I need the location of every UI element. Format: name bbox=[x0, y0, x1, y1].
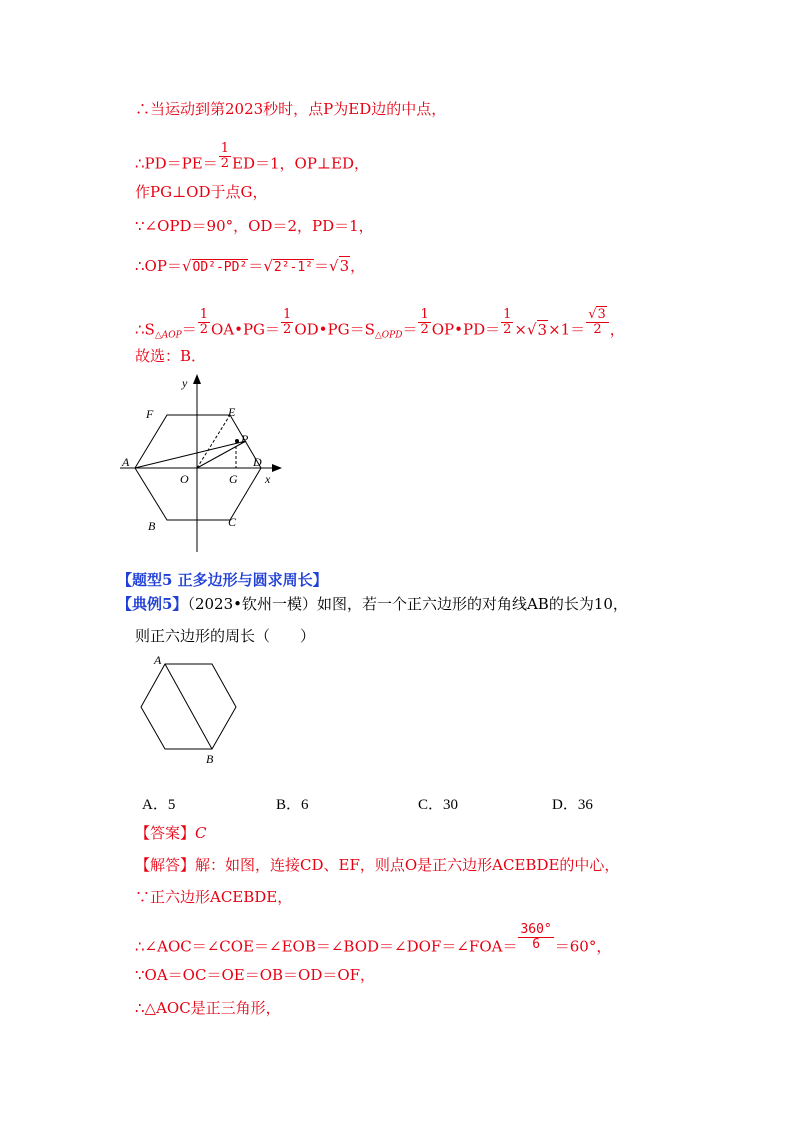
solution-line-7: 故选：B． bbox=[135, 347, 207, 365]
hexagon-diagonal-figure bbox=[130, 652, 245, 770]
solution-line-6: $\therefore S_{\triangle AOP}=$ $\frac{1}{2}$ OA•PG＝ $\frac{1}{2}$ $OD•PG=S_{\triangle OPD}=$ $\frac{1}{2}$ OP•PD＝ $\frac{1}{2}$ ×√3×1＝ $\frac{√3}{2}$ ， bbox=[135, 307, 625, 341]
label-E: E bbox=[228, 405, 236, 419]
label-F: F bbox=[146, 407, 154, 421]
solution-line-1: ∴当运动到第2023秒时，点P为ED边的中点， bbox=[135, 100, 447, 118]
label-P: P bbox=[241, 432, 249, 446]
example-line-1: 【典例5】（2023•钦州一模）如图，若一个正六边形的对角线AB的长为10， bbox=[117, 595, 628, 613]
sqrt-expression: 2²-1² bbox=[273, 260, 314, 275]
hexagon-coordinate-figure bbox=[110, 370, 290, 555]
example-line-2: 则正六边形的周长（ ） bbox=[135, 627, 316, 645]
sqrt-expression: 3 bbox=[339, 257, 350, 275]
analysis-line-5: ∴△AOC是正三角形， bbox=[135, 999, 281, 1017]
solution-line-3: 作PG⊥OD于点G， bbox=[135, 183, 268, 201]
option-b[interactable]: B．6 bbox=[276, 797, 309, 813]
label-A: A bbox=[154, 653, 162, 667]
analysis-line-1: 【解答】解：如图，连接CD、EF，则点O是正六边形ACEBDE的中心， bbox=[135, 856, 620, 874]
label-D: D bbox=[253, 455, 262, 469]
label-B: B bbox=[148, 519, 156, 533]
answer-line: 【答案】C bbox=[135, 824, 207, 842]
label-C: C bbox=[228, 515, 237, 529]
label-O: O bbox=[180, 472, 189, 486]
sqrt-expression: OD²-PD² bbox=[192, 260, 248, 275]
analysis-line-2: ∵正六边形ACEBDE， bbox=[135, 888, 293, 906]
label-y: y bbox=[182, 376, 188, 390]
section-heading: 【题型5 正多边形与圆求周长】 bbox=[117, 571, 328, 589]
fraction: $\frac{1}{2}$ bbox=[220, 141, 229, 171]
solution-line-4: ∵∠OPD＝90°，OD＝2，PD＝1， bbox=[135, 217, 374, 235]
option-d[interactable]: D．36 bbox=[552, 797, 593, 813]
analysis-line-3: ∴∠AOC＝∠COE＝∠EOB＝∠BOD＝∠DOF＝∠FOA＝ $\frac{360^\circ}{6}$ ＝60°， bbox=[135, 922, 612, 956]
analysis-line-4: ∵OA＝OC＝OE＝OB＝OD＝OF， bbox=[135, 966, 376, 984]
label-B: B bbox=[206, 752, 214, 766]
label-x: x bbox=[265, 472, 271, 486]
option-a[interactable]: A．5 bbox=[142, 797, 176, 813]
label-G: G bbox=[229, 472, 238, 486]
option-c[interactable]: C．30 bbox=[418, 797, 459, 813]
label-A: A bbox=[122, 455, 130, 469]
solution-line-2: ∴PD＝PE＝ $\frac{1}{2}$ ED＝1，OP⊥ED， bbox=[135, 141, 369, 173]
solution-line-5: ∴OP＝√OD²-PD²＝√2²-1²＝√3， bbox=[135, 257, 366, 275]
